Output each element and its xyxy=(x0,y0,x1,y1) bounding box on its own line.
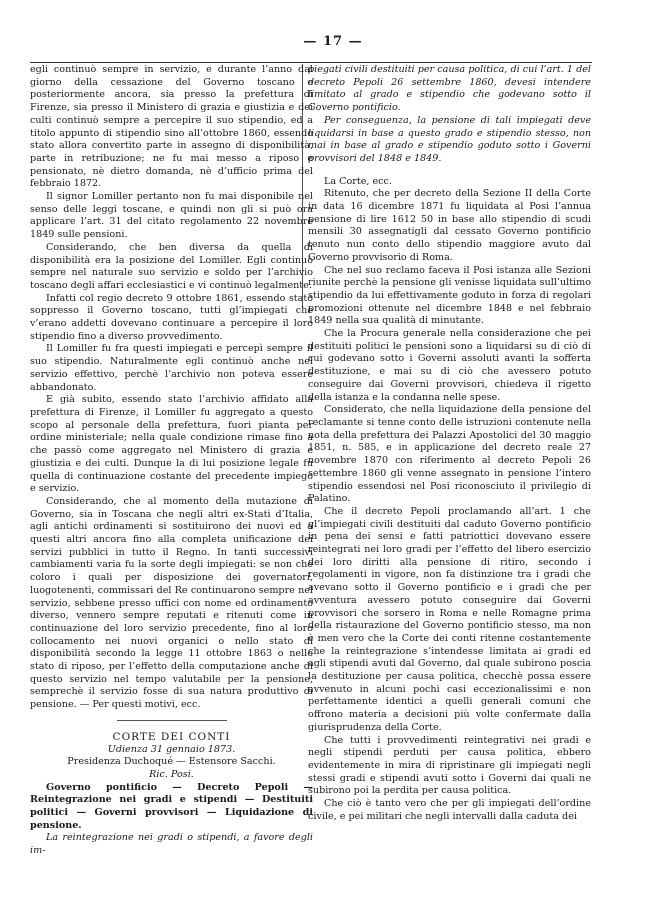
paragraph: egli continuò sempre in servizio, e durante l’anno dal giorno della cessazione del Governo toscano e posteriormente ancora, sia presso la prefettura di Firenze, sia presso il Ministero di grazia e giustizia e dei culti continuò sempre a percepire il suo stipendio, ed a titolo appunto di stipendio sino all’ottobre 1860, essendo stato allora convertito parte in assegno di disponibilità, parte in retribuzione; ne fu mai messo a riposo e pensionato, nè dietro domanda, nè d’ufficio prima del febbraio 1872. xyxy=(30,64,313,190)
paragraph: Il Lomiller fu fra questi impiegati e percepì sempre il suo stipendio. Naturalmente egli continuò anche nel servizio effettivo, perchè l’archivio non poteva essere abbandonato. xyxy=(30,343,313,393)
paragraph: Considerando, che ben diversa da quella di disponibilità era la posizione del Lomiller. Egli continuò sempre nel naturale suo servizio e soldo per l’archivio toscano degli affari ecclesiastici e vi continuò legalmente. xyxy=(30,241,313,291)
paragraph: Che il decreto Pepoli proclamando all’art. 1 che gl’impiegati civili destituiti dal caduto Governo pontificio in pena dei sensi e fatti patriottici dovevano essere reintegrati nei loro gradi per l’effetto del libero esercizio dei loro diritti alla pensione di ritiro, secondo i regolamenti in vigore, non fa distinzione tra i gradi che avevano sotto il Governo pontificio e i gradi che per avventura avessero potuto conseguire dai Governi provvisori che sorsero in Roma e nelle Romagne prima della ristaurazione del Governo pontificio stesso, ma non è men vero che la Corte dei conti ritenne costantemente che la reintegrazione s’intendesse limitata ai gradi ed agli stipendi avuti dal Governo, dal quale subirono poscia la destituzione per causa politica, checchè possa essere avvenuto in alcuni pochi casi eccezionalissimi e non perfettamente identici a quelli generali comuni che offrono materia a decisioni più volte confermate dalla giurisprudenza della Corte. xyxy=(308,505,591,733)
paragraph: Che ciò è tanto vero che per gli impiegati dell’ordine civile, e pei militari che negli intervalli dalla caduta dei xyxy=(308,798,591,822)
right-column xyxy=(308,64,591,823)
court-title: CORTE DEI CONTI xyxy=(112,730,231,743)
presidency-line: Presidenza Duchoqué — Estensore Sacchi. xyxy=(67,756,276,768)
paragraph: Ritenuto, che per decreto della Sezione II della Corte in data 16 dicembre 1871 fu liquidata al Posi l’annua pensione di lire 1612 50 in base allo stipendio di scudi mensili 30 assegnatigli dal cessato Governo pontificio tenuto nun conto dello stipendio maggiore avuto dal Governo provvisorio di Roma. xyxy=(308,188,591,263)
paragraph: Il signor Lomiller pertanto non fu mai disponibile nel senso delle leggi toscane, e quindi non gli si può ora applicare l’art. 31 del citato regolamento 22 novembre 1849 sulle pensioni. xyxy=(30,191,313,241)
section-rule xyxy=(117,720,227,721)
headnote: Governo pontificio — Decreto Pepoli — Reintegrazione nei gradi e stipendi — Destituiti politici — Governi provvisori — Liquidazione di pensione. xyxy=(30,781,313,831)
left-column xyxy=(30,64,313,858)
paragraph: E già subito, essendo stato l’archivio affidato alla prefettura di Firenze, il Lomiller fu aggregato a questo scopo al personale della prefettura, fuori pianta per ordine ministeriale; nella quale condizione rimase fino a che passò come aggregato nel Ministero di grazia e giustizia e dei culti. Dunque la di lui posizione legale fu quella di continuazione costante del precedente impiego e servizio. xyxy=(30,394,313,495)
paragraph: Che tutti i provvedimenti reintegrativi nei gradi e negli stipendi perduti per causa politica, ebbero evidentemente in mira di ripristinare gli impiegati negli stessi gradi e stipendi avuti sotto i Governi dai quali ne subirono poi la perdita per causa politica. xyxy=(308,734,591,797)
maxim-text: piegati civili destituiti per causa politica, di cui l’art. 1 del decreto Pepoli 26 settembre 1860, devesi intendere limitato al grado e stipendio che godevano sotto il Governo pontificio. xyxy=(308,64,591,114)
maxim-text: La reintegrazione nei gradi o stipendi, a favore degli im- xyxy=(30,832,313,857)
page-number: — 17 — xyxy=(303,34,363,49)
maxim-text: Per conseguenza, la pensione di tali impiegati deve liquidarsi in base a questo grado e stipendio stesso, non mai in base al grado e stipendio goduto sotto i Governi provvisori del 1848 e 1849. xyxy=(308,114,591,164)
paragraph: La Corte, ecc. xyxy=(324,175,392,187)
paragraph: Considerato, che nella liquidazione della pensione del reclamante si tenne conto delle istruzioni contenute nella nota della prefettura dei Palazzi Apostolici del 30 maggio 1851, n. 585, e in applicazione del decreto reale 27 novembre 1870 con riferimento al decreto Pepoli 26 settembre 1860 gli venne assegnato in pensione l’intero stipendio essendosi nel Posi riconosciuto il privilegio di Palatino. xyxy=(308,404,591,505)
header-rule xyxy=(30,62,592,63)
paragraph: Che la Procura generale nella considerazione che pei destituiti politici le pensioni sono a liquidarsi su di ciò di cui godevano sotto i Governi assoluti avanti la sofferta destituzione, e mai su di ciò che avessero potuto conseguire dai Governi provvisori, chiedeva il rigetto della istanza e la condanna nelle spese. xyxy=(308,328,591,403)
paragraph: Che nel suo reclamo faceva il Posi istanza alle Sezioni riunite perchè la pensione gli venisse liquidata sull’ultimo stipendio da lui effettivamente goduto in forza di regolari promozioni ottenute nel dicembre 1848 e nel febbraio 1849 nella sua qualità di minutante. xyxy=(308,264,591,327)
appellant: Ric. Posi. xyxy=(149,768,194,780)
paragraph: Considerando, che al momento della mutazione di Governo, sia in Toscana che negli altri ex-Stati d’Italia, agli antichi ordinamenti si sostituirono dei nuovi ed a questi altri ancora fino alla completa unificazione dei servizi pubblici in tutto il Regno. In tanti successivi cambiamenti varia fu la sorte degli impiegati: se non che coloro i quali per disposizione dei governatori, luogotenenti, commissari del Re continuarono sempre nel servizio, sebbene presso uffici con nome ed ordinamento diverso, vennero sempre reputati e ritenuti come in continuazione del loro servizio precedente, fino al loro collocamento nei nuovi organici o nello stato di disponibilità secondo la legge 11 ottobre 1863 o nello stato di riposo, per l’effetto della computazione anche di questo servizio nel tempo valutabile per la pensione, semprechè il servizio fosse di sua natura produttivo di pensione. — Per questi motivi, ecc. xyxy=(30,495,313,711)
paragraph: Infatti col regio decreto 9 ottobre 1861, essendo stato soppresso il Governo toscano, tutti gl’impiegati che v’erano addetti dovevano continuare a percepire il loro stipendio fino a diverso provvedimento. xyxy=(30,292,313,342)
hearing-date: Udienza 31 gennaio 1873. xyxy=(107,743,236,755)
